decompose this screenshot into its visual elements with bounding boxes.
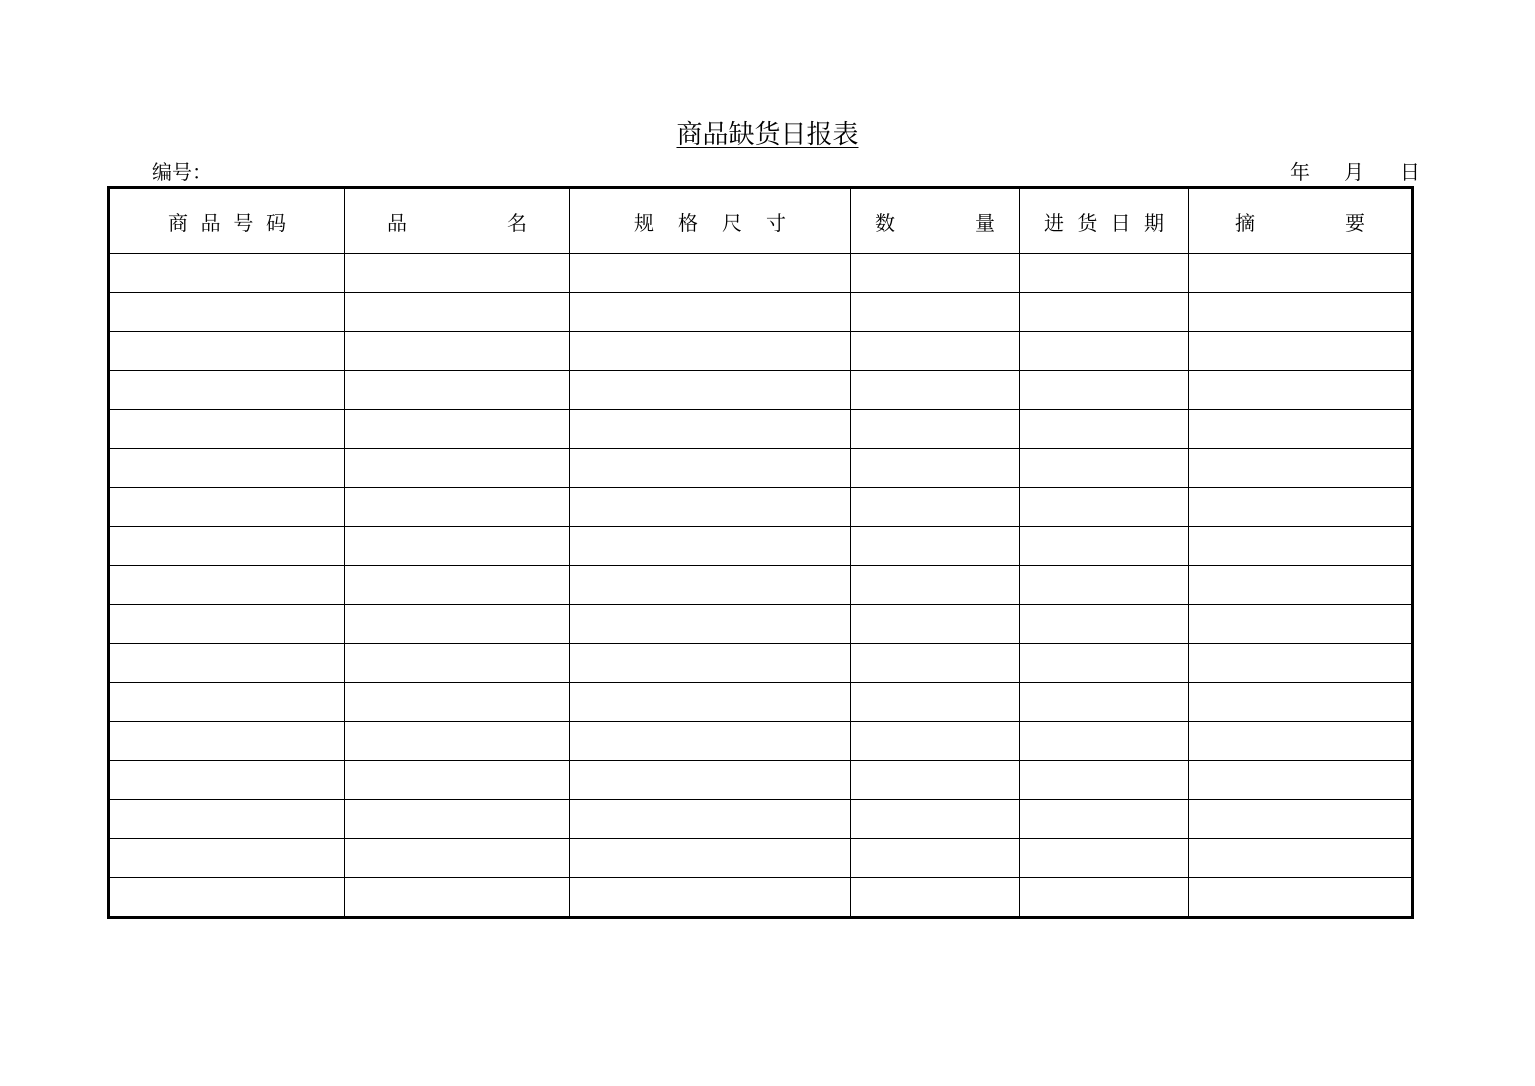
table-row: [109, 293, 1413, 332]
table-row: [109, 566, 1413, 605]
table-row: [109, 332, 1413, 371]
cell-quantity[interactable]: [851, 683, 1020, 722]
table-row: [109, 254, 1413, 293]
cell-specification[interactable]: [570, 332, 851, 371]
cell-product-name[interactable]: [345, 254, 570, 293]
cell-product-code[interactable]: [109, 683, 345, 722]
cell-remarks[interactable]: [1189, 371, 1413, 410]
cell-purchase-date[interactable]: [1020, 800, 1189, 839]
cell-product-name[interactable]: [345, 332, 570, 371]
header-char: 日: [1110, 210, 1131, 235]
cell-quantity[interactable]: [851, 800, 1020, 839]
header-char: 数: [875, 210, 895, 235]
table-row: [109, 488, 1413, 527]
cell-product-name[interactable]: [345, 839, 570, 878]
header-char: 码: [265, 210, 286, 235]
cell-product-code[interactable]: [109, 761, 345, 800]
header-specification: [570, 188, 851, 254]
date-month-label: 月: [1344, 160, 1364, 184]
date-year-label: 年: [1290, 160, 1310, 184]
form-title: 商品缺货日报表: [676, 120, 859, 150]
cell-purchase-date[interactable]: [1020, 878, 1189, 918]
cell-purchase-date[interactable]: [1020, 839, 1189, 878]
cell-purchase-date[interactable]: [1020, 254, 1189, 293]
header-product-name: [345, 188, 570, 254]
cell-product-code[interactable]: [109, 878, 345, 918]
cell-quantity[interactable]: [851, 722, 1020, 761]
cell-quantity[interactable]: [851, 644, 1020, 683]
cell-remarks[interactable]: [1189, 410, 1413, 449]
cell-product-name[interactable]: [345, 644, 570, 683]
cell-quantity[interactable]: [851, 878, 1020, 918]
table-body: [109, 254, 1413, 918]
cell-purchase-date[interactable]: [1020, 488, 1189, 527]
table-row: [109, 527, 1413, 566]
cell-quantity[interactable]: [851, 566, 1020, 605]
cell-specification[interactable]: [570, 722, 851, 761]
header-char: 进: [1044, 210, 1064, 235]
cell-purchase-date[interactable]: [1020, 527, 1189, 566]
cell-product-code[interactable]: [109, 566, 345, 605]
cell-product-code[interactable]: [109, 722, 345, 761]
cell-purchase-date[interactable]: [1020, 449, 1189, 488]
cell-purchase-date[interactable]: [1020, 566, 1189, 605]
cell-specification[interactable]: [570, 566, 851, 605]
cell-purchase-date[interactable]: [1020, 644, 1189, 683]
header-product-code: [109, 188, 345, 254]
table-row: [109, 839, 1413, 878]
cell-product-name[interactable]: [345, 449, 570, 488]
cell-product-code[interactable]: [109, 371, 345, 410]
header-char: 品: [200, 210, 221, 235]
cell-quantity[interactable]: [851, 293, 1020, 332]
cell-product-code[interactable]: [109, 605, 345, 644]
header-char: 量: [975, 210, 995, 235]
header-char: 寸: [766, 210, 786, 235]
cell-quantity[interactable]: [851, 839, 1020, 878]
header-char: 尺: [722, 210, 742, 235]
cell-product-code[interactable]: [109, 488, 345, 527]
cell-remarks[interactable]: [1189, 683, 1413, 722]
cell-remarks[interactable]: [1189, 488, 1413, 527]
cell-product-code[interactable]: [109, 449, 345, 488]
cell-specification[interactable]: [570, 605, 851, 644]
cell-product-name[interactable]: [345, 371, 570, 410]
cell-remarks[interactable]: [1189, 527, 1413, 566]
cell-specification[interactable]: [570, 683, 851, 722]
cell-product-code[interactable]: [109, 644, 345, 683]
shortage-report-table: [107, 186, 1414, 919]
cell-remarks[interactable]: [1189, 800, 1413, 839]
cell-quantity[interactable]: [851, 254, 1020, 293]
cell-specification[interactable]: [570, 800, 851, 839]
table-row: [109, 371, 1413, 410]
table-row: [109, 644, 1413, 683]
header-remarks: [1189, 188, 1413, 254]
table-row: [109, 761, 1413, 800]
cell-quantity[interactable]: [851, 761, 1020, 800]
cell-product-name[interactable]: [345, 293, 570, 332]
table-row: [109, 410, 1413, 449]
cell-purchase-date[interactable]: [1020, 722, 1189, 761]
cell-specification[interactable]: [570, 371, 851, 410]
cell-product-name[interactable]: [345, 410, 570, 449]
cell-purchase-date[interactable]: [1020, 683, 1189, 722]
table-row: [109, 878, 1413, 918]
cell-quantity[interactable]: [851, 410, 1020, 449]
cell-product-name[interactable]: [345, 683, 570, 722]
cell-product-code[interactable]: [109, 410, 345, 449]
cell-remarks[interactable]: [1189, 761, 1413, 800]
cell-remarks[interactable]: [1189, 839, 1413, 878]
header-char: 规: [634, 210, 654, 235]
cell-product-code[interactable]: [109, 527, 345, 566]
cell-product-code[interactable]: [109, 254, 345, 293]
date-day-label: 日: [1400, 160, 1420, 184]
cell-product-name[interactable]: [345, 566, 570, 605]
header-char: 商: [168, 210, 188, 235]
cell-remarks[interactable]: [1189, 644, 1413, 683]
table-row: [109, 605, 1413, 644]
cell-remarks[interactable]: [1189, 878, 1413, 918]
cell-product-code[interactable]: [109, 839, 345, 878]
cell-product-code[interactable]: [109, 800, 345, 839]
table-row: [109, 449, 1413, 488]
cell-product-name[interactable]: [345, 605, 570, 644]
cell-purchase-date[interactable]: [1020, 761, 1189, 800]
cell-product-name[interactable]: [345, 800, 570, 839]
cell-quantity[interactable]: [851, 332, 1020, 371]
cell-quantity[interactable]: [851, 371, 1020, 410]
cell-quantity[interactable]: [851, 605, 1020, 644]
cell-purchase-date[interactable]: [1020, 371, 1189, 410]
header-char: 号: [233, 210, 254, 235]
cell-product-name[interactable]: [345, 488, 570, 527]
cell-product-code[interactable]: [109, 332, 345, 371]
table-header-row: [109, 188, 1413, 254]
cell-remarks[interactable]: [1189, 254, 1413, 293]
cell-product-name[interactable]: [345, 722, 570, 761]
cell-quantity[interactable]: [851, 527, 1020, 566]
cell-product-code[interactable]: [109, 293, 345, 332]
cell-remarks[interactable]: [1189, 332, 1413, 371]
cell-specification[interactable]: [570, 761, 851, 800]
header-char: 要: [1345, 210, 1365, 235]
cell-specification[interactable]: [570, 410, 851, 449]
cell-specification[interactable]: [570, 644, 851, 683]
cell-purchase-date[interactable]: [1020, 293, 1189, 332]
cell-product-name[interactable]: [345, 527, 570, 566]
cell-product-name[interactable]: [345, 761, 570, 800]
serial-number-label: 编号：: [152, 160, 212, 184]
cell-purchase-date[interactable]: [1020, 332, 1189, 371]
table-row: [109, 722, 1413, 761]
cell-specification[interactable]: [570, 878, 851, 918]
cell-specification[interactable]: [570, 293, 851, 332]
header-purchase-date: [1020, 188, 1189, 254]
header-quantity: [851, 188, 1020, 254]
header-char: 名: [507, 210, 527, 235]
cell-quantity[interactable]: [851, 488, 1020, 527]
cell-specification[interactable]: [570, 254, 851, 293]
cell-remarks[interactable]: [1189, 449, 1413, 488]
header-char: 期: [1143, 210, 1164, 235]
cell-remarks[interactable]: [1189, 605, 1413, 644]
header-char: 摘: [1235, 210, 1255, 235]
cell-specification[interactable]: [570, 488, 851, 527]
cell-remarks[interactable]: [1189, 722, 1413, 761]
cell-remarks[interactable]: [1189, 293, 1413, 332]
cell-purchase-date[interactable]: [1020, 605, 1189, 644]
table-row: [109, 800, 1413, 839]
cell-remarks[interactable]: [1189, 566, 1413, 605]
table-row: [109, 683, 1413, 722]
header-char: 货: [1077, 210, 1098, 235]
cell-specification[interactable]: [570, 839, 851, 878]
header-char: 格: [678, 210, 698, 235]
cell-specification[interactable]: [570, 449, 851, 488]
cell-purchase-date[interactable]: [1020, 410, 1189, 449]
cell-quantity[interactable]: [851, 449, 1020, 488]
cell-product-name[interactable]: [345, 878, 570, 918]
cell-specification[interactable]: [570, 527, 851, 566]
header-char: 品: [387, 210, 407, 235]
